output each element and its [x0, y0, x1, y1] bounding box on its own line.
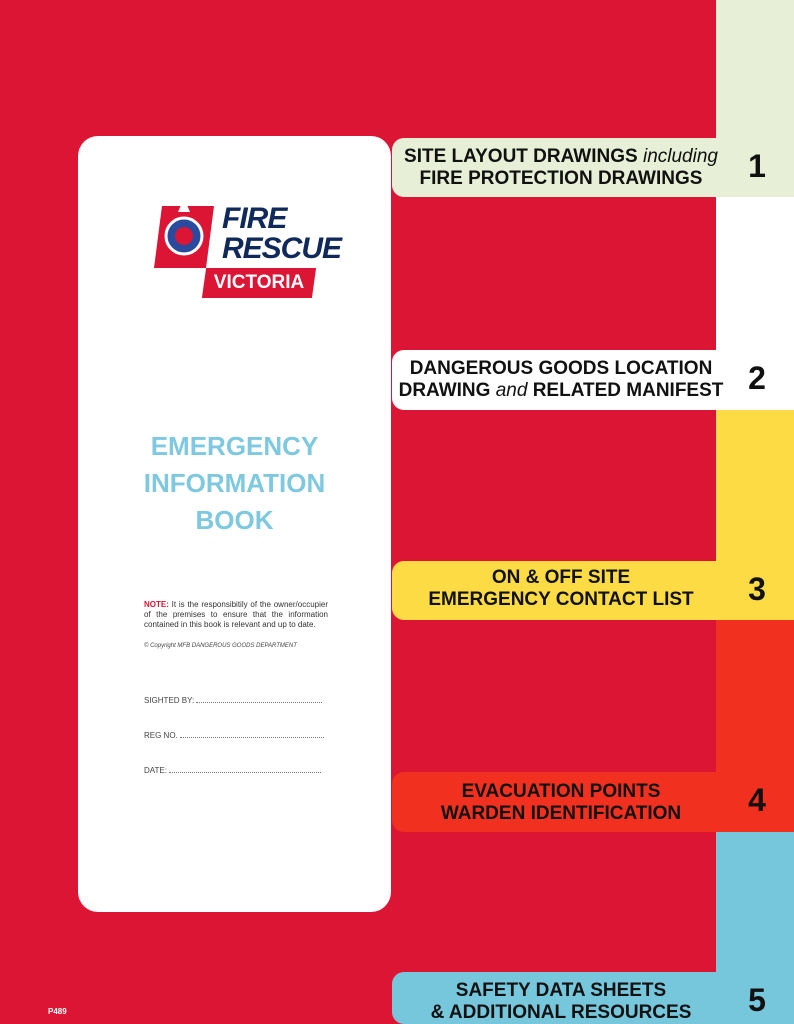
logo-victoria-banner: VICTORIA — [202, 268, 316, 298]
tab-safety-data-sheets[interactable] — [392, 972, 794, 1024]
tab-2-label: DANGEROUS GOODS LOCATION DRAWING and RELATED MANIFEST — [398, 358, 724, 401]
product-code: P489 — [48, 1007, 67, 1016]
date-field[interactable]: DATE: — [144, 766, 328, 775]
tab-4-number: 4 — [748, 782, 766, 818]
tab-emergency-contact-list[interactable] — [392, 561, 794, 620]
tab-2-number: 2 — [748, 360, 766, 396]
cover-panel — [78, 136, 391, 912]
logo-wordmark: FIRE RESCUE — [222, 202, 342, 265]
tab-5-label: SAFETY DATA SHEETS & ADDITIONAL RESOURCES — [430, 980, 692, 1023]
note-text: It is the responsibitily of the owner/occupier of the premises to ensure that the information contained in this book is relevant and up to date. — [144, 600, 328, 629]
responsibility-note — [144, 600, 328, 630]
note-label: NOTE: — [144, 600, 169, 609]
book-title: EMERGENCY INFORMATION BOOK — [143, 431, 326, 535]
tab-evacuation-points[interactable] — [392, 772, 794, 832]
tab-4-label: EVACUATION POINTS WARDEN IDENTIFICATION — [440, 781, 682, 824]
copyright-line: © Copyright MFB DANGEROUS GOODS DEPARTMENT — [144, 643, 297, 649]
tab-dangerous-goods[interactable] — [392, 350, 794, 410]
reg-no-field[interactable]: REG NO. — [144, 731, 328, 740]
tab-5-number: 5 — [748, 982, 766, 1018]
tab-3-number: 3 — [748, 571, 766, 607]
tab-3-label: ON & OFF SITE EMERGENCY CONTACT LIST — [428, 567, 694, 610]
tab-1-label: SITE LAYOUT DRAWINGS including FIRE PROTECTION DRAWINGS — [404, 146, 718, 189]
sighted-by-field[interactable]: SIGHTED BY: — [144, 696, 328, 705]
tab-1-number: 1 — [748, 148, 766, 184]
tab-site-layout-drawings[interactable] — [392, 138, 794, 197]
